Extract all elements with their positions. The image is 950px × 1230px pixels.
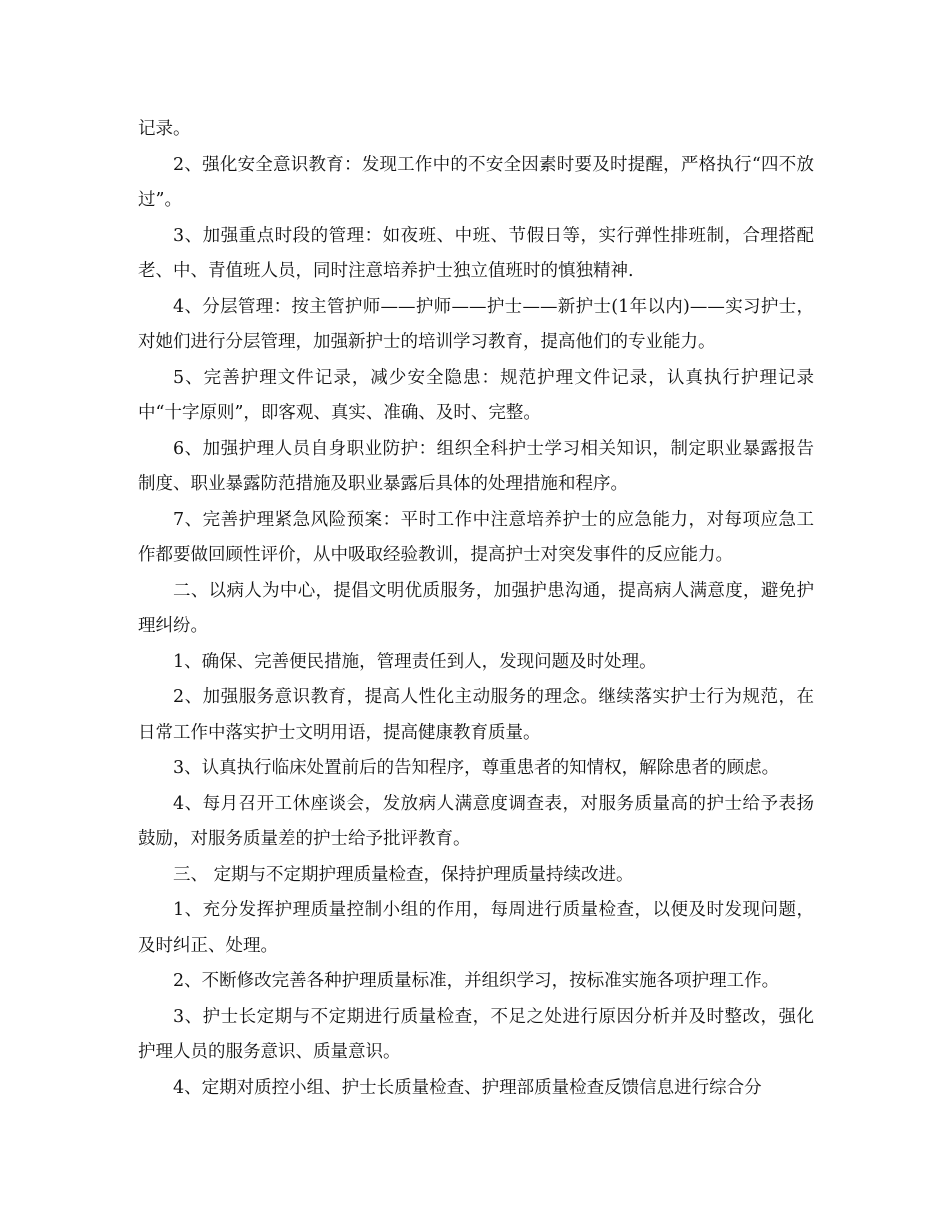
paragraph-item-5-nursing-records: 5、完善护理文件记录，减少安全隐患：规范护理文件记录，认真执行护理记录中“十字原则”，即客观、真实、准确、及时、完整。 — [138, 367, 814, 423]
paragraph-section3-item-1: 1、充分发挥护理质量控制小组的作用，每周进行质量检查，以便及时发现问题，及时纠正、处理。 — [138, 900, 814, 956]
paragraph-section2-item-4: 4、每月召开工休座谈会，发放病人满意度调查表，对服务质量高的护士给予表扬鼓励，对服务质量差的护士给予批评教育。 — [138, 793, 814, 849]
paragraph-item-2-safety-education: 2、强化安全意识教育：发现工作中的不安全因素时要及时提醒，严格执行“四不放过”。 — [138, 154, 814, 210]
paragraph-section2-item-1: 1、确保、完善便民措施，管理责任到人，发现问题及时处理。 — [173, 651, 657, 672]
section-heading-3-quality-inspection: 三、 定期与不定期护理质量检查，保持护理质量持续改进。 — [173, 864, 634, 885]
paragraph-continuation: 记录。 — [138, 119, 191, 139]
paragraph-item-7-emergency-plan: 7、完善护理紧急风险预案：平时工作中注意培养护士的应急能力，对每项应急工作都要做回顾性评价，从中吸取经验教训，提高护士对突发事件的反应能力。 — [138, 509, 814, 565]
paragraph-item-3-key-period-management: 3、加强重点时段的管理：如夜班、中班、节假日等，实行弹性排班制，合理搭配老、中、青值班人员，同时注意培养护士独立值班时的慎独精神. — [138, 225, 814, 281]
section-heading-2-patient-centered: 二、以病人为中心，提倡文明优质服务，加强护患沟通，提高病人满意度，避免护理纠纷。 — [138, 580, 814, 636]
paragraph-section3-item-4: 4、定期对质控小组、护士长质量检查、护理部质量检查反馈信息进行综合分 — [173, 1077, 762, 1098]
paragraph-section3-item-3: 3、护士长定期与不定期进行质量检查，不足之处进行原因分析并及时整改，强化护理人员的服务意识、质量意识。 — [138, 1006, 814, 1062]
paragraph-section2-item-3: 3、认真执行临床处置前后的告知程序，尊重患者的知情权，解除患者的顾虑。 — [173, 758, 780, 778]
paragraph-section3-item-2: 2、不断修改完善各种护理质量标准，并组织学习，按标准实施各项护理工作。 — [173, 971, 780, 991]
paragraph-section2-item-2: 2、加强服务意识教育，提高人性化主动服务的理念。继续落实护士行为规范，在日常工作中落实护士文明用语，提高健康教育质量。 — [138, 687, 814, 743]
paragraph-item-6-occupational-protection: 6、加强护理人员自身职业防护：组织全科护士学习相关知识，制定职业暴露报告制度、职业暴露防范措施及职业暴露后具体的处理措施和程序。 — [138, 438, 814, 494]
document-body — [138, 112, 814, 1106]
paragraph-item-4-tiered-management: 4、分层管理：按主管护师——护师——护士——新护士(1年以内)——实习护士，对她们进行分层管理，加强新护士的培训学习教育，提高他们的专业能力。 — [138, 296, 814, 352]
